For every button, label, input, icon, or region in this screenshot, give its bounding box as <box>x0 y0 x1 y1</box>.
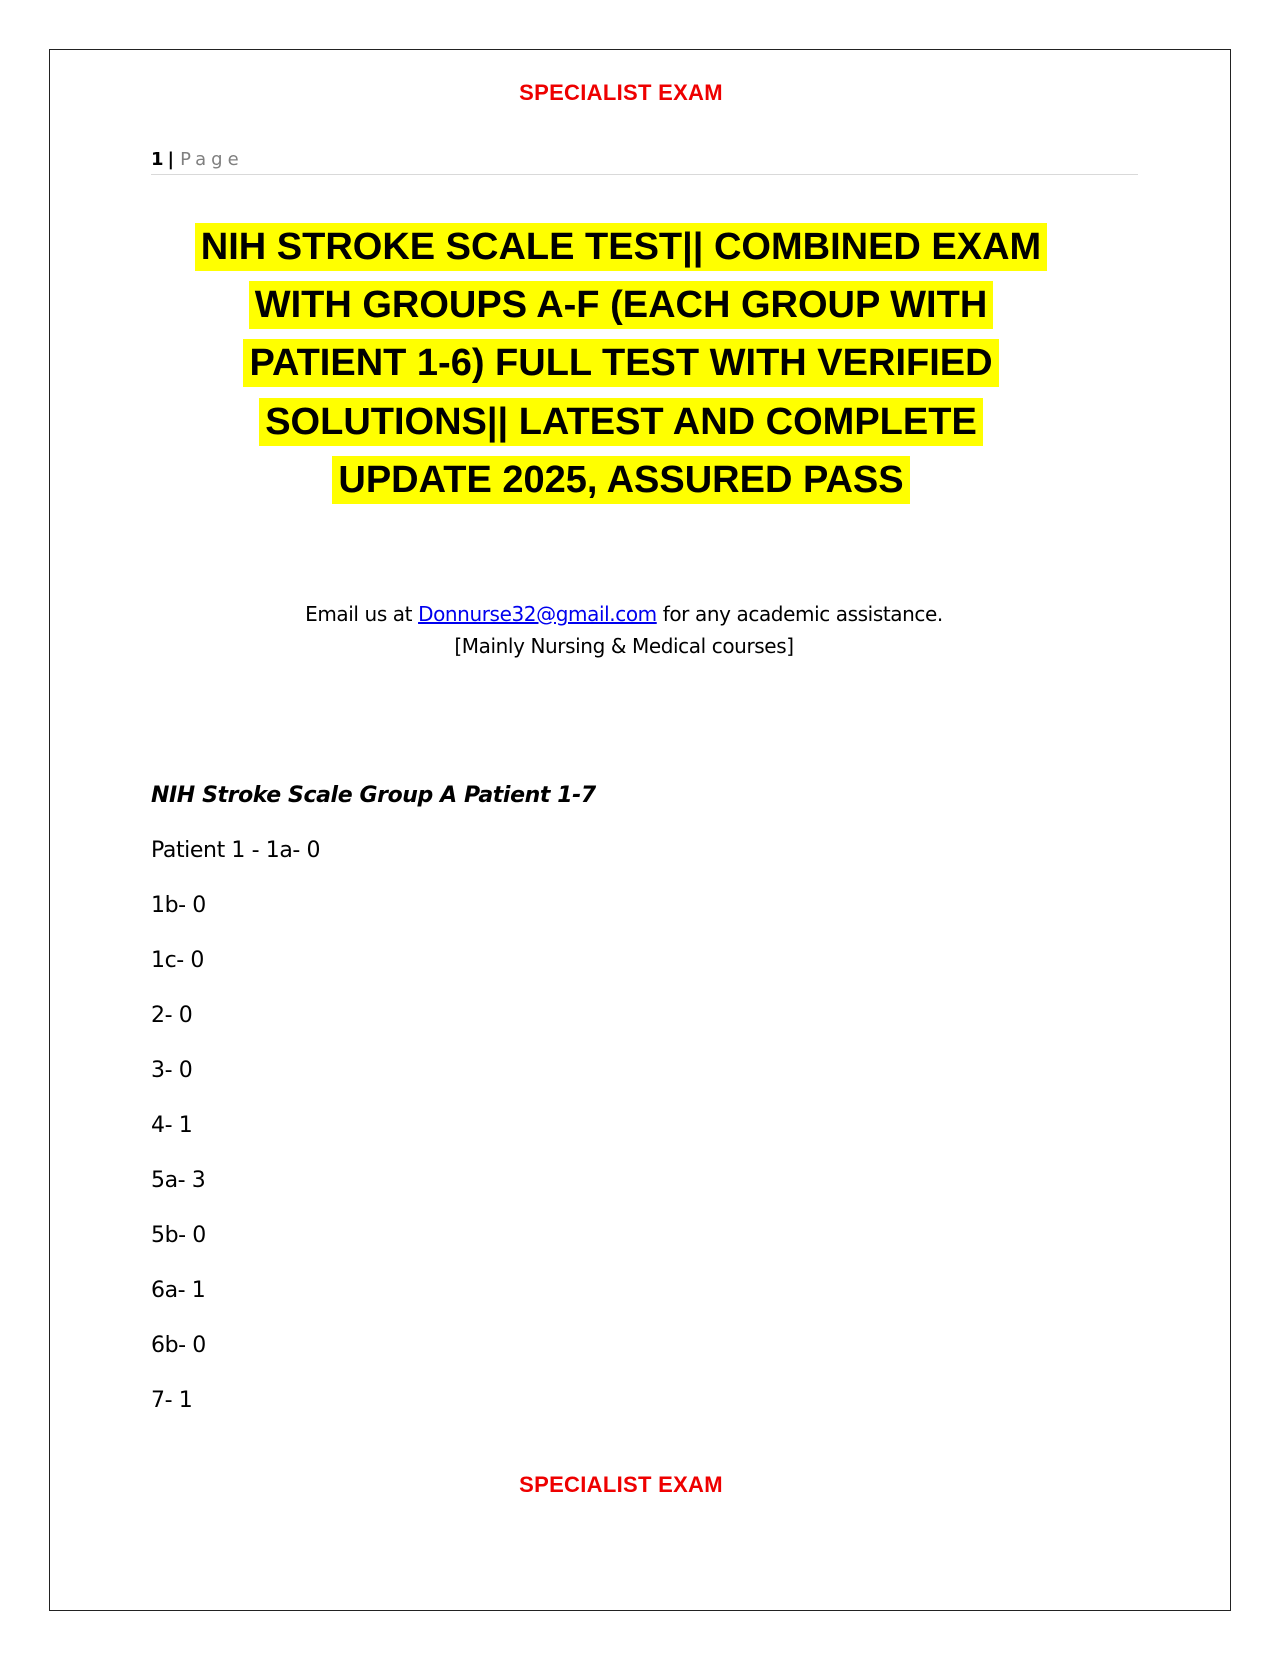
score-item: 1b- 0 <box>151 893 206 918</box>
document-title <box>151 218 1091 509</box>
score-item: 5b- 0 <box>151 1223 206 1248</box>
header-watermark: SPECIALIST EXAM <box>519 80 723 105</box>
score-item: 6a- 1 <box>151 1278 206 1303</box>
footer-watermark: SPECIALIST EXAM <box>519 1472 723 1497</box>
score-item: Patient 1 - 1a- 0 <box>151 838 321 863</box>
score-item: 3- 0 <box>151 1058 193 1083</box>
title-line-2: WITH GROUPS A-F (EACH GROUP WITH <box>249 281 994 329</box>
contact-line-1 <box>0 598 1248 630</box>
contact-prefix: Email us at <box>305 602 419 626</box>
score-section <box>151 780 1091 1440</box>
contact-block <box>0 598 1248 662</box>
section-heading: NIH Stroke Scale Group A Patient 1-7 <box>151 783 596 808</box>
page-number-separator: | <box>167 149 175 170</box>
contact-suffix: for any academic assistance. <box>656 602 943 626</box>
score-item: 7- 1 <box>151 1388 193 1413</box>
title-line-1: NIH STROKE SCALE TEST|| COMBINED EXAM <box>195 223 1047 271</box>
page-number-header <box>151 147 1138 175</box>
title-line-3: PATIENT 1-6) FULL TEST WITH VERIFIED <box>243 339 998 387</box>
page-word: Page <box>180 149 244 170</box>
page-number: 1 <box>151 149 164 170</box>
email-link[interactable]: Donnurse32@gmail.com <box>418 602 657 626</box>
title-line-5: UPDATE 2025, ASSURED PASS <box>332 456 909 504</box>
score-item: 2- 0 <box>151 1003 193 1028</box>
score-item: 5a- 3 <box>151 1168 206 1193</box>
score-item: 4- 1 <box>151 1113 193 1138</box>
score-item: 6b- 0 <box>151 1333 206 1358</box>
contact-line-2: [Mainly Nursing & Medical courses] <box>454 634 794 658</box>
score-item: 1c- 0 <box>151 948 205 973</box>
title-line-4: SOLUTIONS|| LATEST AND COMPLETE <box>259 398 983 446</box>
